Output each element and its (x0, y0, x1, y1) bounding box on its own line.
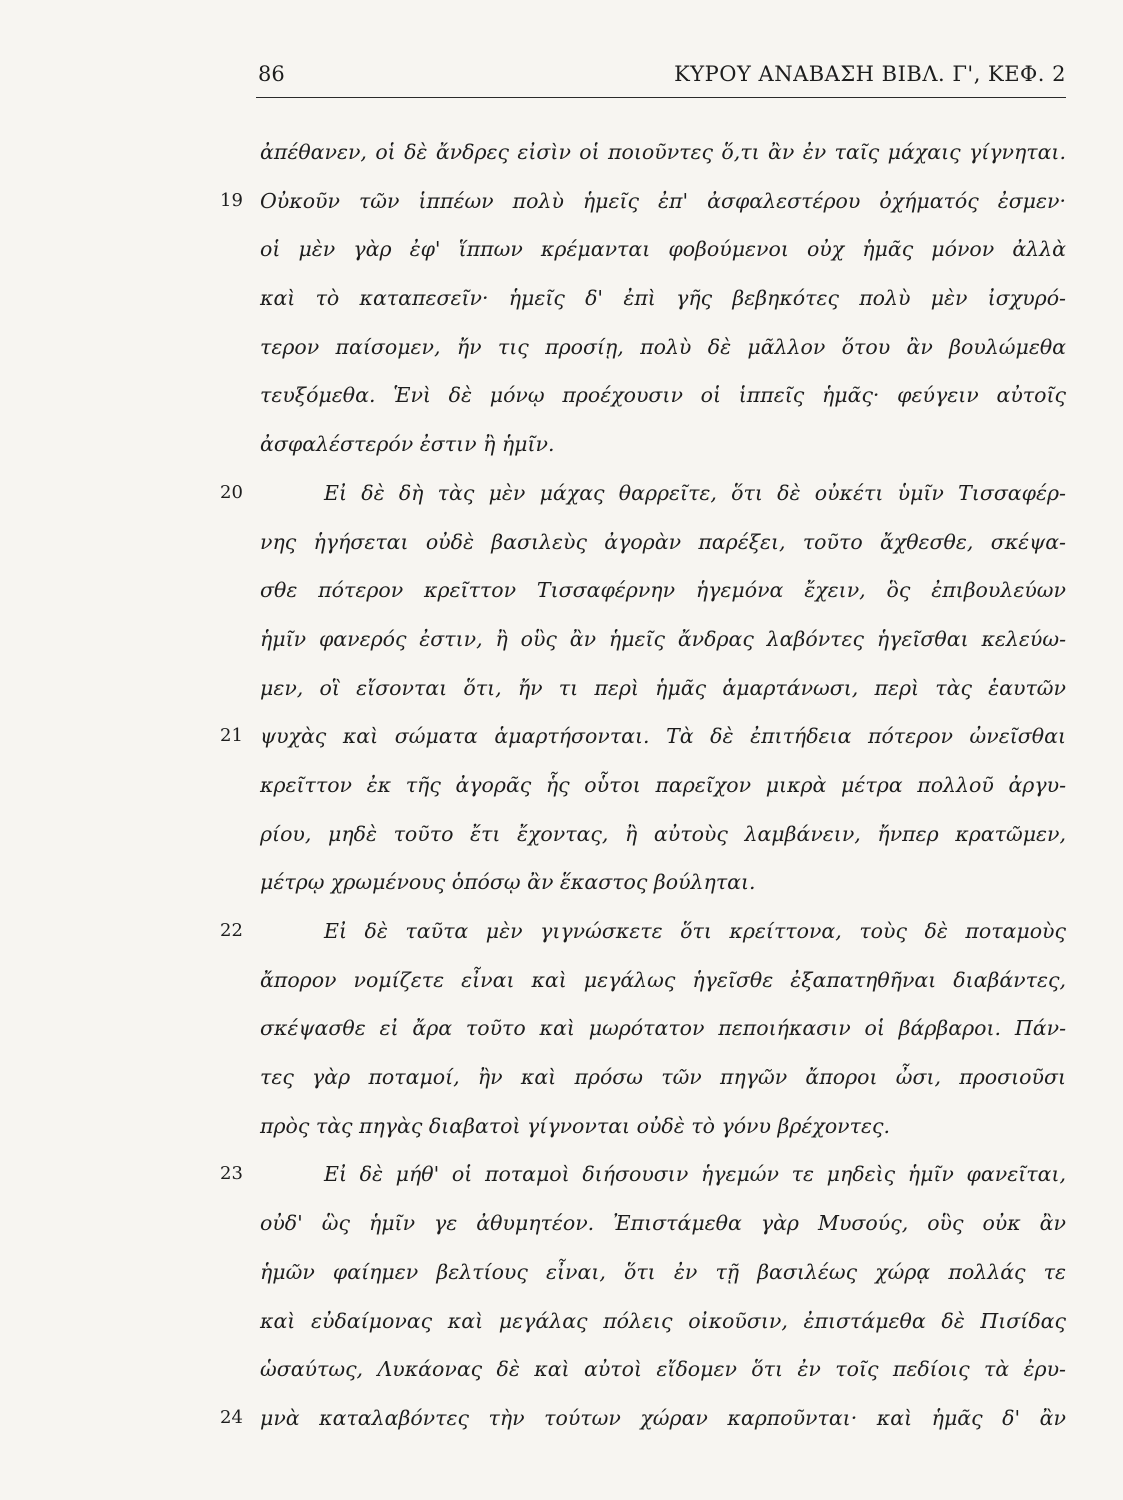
text-line (220, 1398, 1066, 1447)
header-rule (256, 97, 1066, 98)
line-text: Εἰ δὲ δὴ τὰς μὲν μάχας θαρρεῖτε, ὅτι δὲ οὐκέτι ὑμῖν Τισσαφέρ- (324, 480, 1066, 505)
line-text: Εἰ δὲ μήθ' οἱ ποταμοὶ διήσουσιν ἡγεμών τε μηδεὶς ἡμῖν φανεῖται, (324, 1162, 1066, 1187)
line-text: οὐδ' ὣς ἡμῖν γε ἀθυμητέον. Ἐπιστάμεθα γὰρ Μυσούς, οὓς οὐκ ἂν (260, 1211, 1066, 1236)
text-line (220, 1008, 1066, 1057)
text-line (220, 1057, 1066, 1106)
page-number: 86 (258, 62, 285, 86)
line-text: σθε πότερον κρεῖττον Τισσαφέρνην ἡγεμόνα ἔχειν, ὃς ἐπιβουλεύων (260, 578, 1066, 603)
line-text: σκέψασθε εἰ ἄρα τοῦτο καὶ μωρότατον πεποιήκασιν οἱ βάρβαροι. Πάν- (260, 1016, 1066, 1041)
line-text: ἡμῶν φαίημεν βελτίους εἶναι, ὅτι ἐν τῇ βασιλέως χώρᾳ πολλάς τε (260, 1259, 1066, 1284)
text-line (220, 181, 1066, 230)
text-line (220, 132, 1066, 181)
text-line (220, 522, 1066, 571)
line-text: μνὰ καταλαβόντες τὴν τούτων χώραν καρποῦνται· καὶ ἡμᾶς δ' ἂν (260, 1405, 1066, 1430)
line-text: ἡμῖν φανερός ἐστιν, ἢ οὓς ἂν ἡμεῖς ἄνδρας λαβόντες ἡγεῖσθαι κελεύω- (260, 626, 1066, 651)
text-line (220, 668, 1066, 717)
text-line (220, 765, 1066, 814)
line-text: ψυχὰς καὶ σώματα ἁμαρτήσονται. Τὰ δὲ ἐπιτήδεια πότερον ὠνεῖσθαι (260, 724, 1066, 749)
section-number: 19 (220, 189, 243, 211)
text-line (220, 473, 1066, 522)
text-line (220, 570, 1066, 619)
text-line (220, 278, 1066, 327)
section-number: 21 (220, 725, 243, 747)
running-head: ΚΥΡΟΥ ΑΝΑΒΑΣΗ ΒΙΒΛ. Γ', ΚΕΦ. 2 (674, 62, 1066, 86)
line-text: καὶ τὸ καταπεσεῖν· ἡμεῖς δ' ἐπὶ γῆς βεβηκότες πολὺ μὲν ἰσχυρό- (260, 286, 1066, 311)
text-line (220, 229, 1066, 278)
line-text: ἄπορον νομίζετε εἶναι καὶ μεγάλως ἡγεῖσθε ἐξαπατηθῆναι διαβάντες, (260, 967, 1066, 992)
line-text: πρὸς τὰς πηγὰς διαβατοὶ γίγνονται οὐδὲ τὸ γόνυ βρέχοντες. (260, 1113, 890, 1138)
line-text: καὶ εὐδαίμονας καὶ μεγάλας πόλεις οἰκοῦσιν, ἐπιστάμεθα δὲ Πισίδας (260, 1308, 1066, 1333)
text-line (220, 1154, 1066, 1203)
section-number: 24 (220, 1406, 243, 1428)
section-number: 20 (220, 481, 243, 503)
text-line (220, 619, 1066, 668)
line-text: μεν, οἳ εἴσονται ὅτι, ἤν τι περὶ ἡμᾶς ἁμαρτάνωσι, περὶ τὰς ἑαυτῶν (260, 675, 1066, 700)
text-line (220, 1106, 1066, 1155)
line-text: οἱ μὲν γὰρ ἐφ' ἵππων κρέμανται φοβούμενοι οὐχ ἡμᾶς μόνον ἀλλὰ (260, 237, 1066, 262)
text-line (220, 862, 1066, 911)
line-text: κρεῖττον ἐκ τῆς ἀγορᾶς ἧς οὗτοι παρεῖχον μικρὰ μέτρα πολλοῦ ἀργυ- (260, 772, 1066, 797)
line-text: ρίου, μηδὲ τοῦτο ἔτι ἔχοντας, ἢ αὐτοὺς λαμβάνειν, ἤνπερ κρατῶμεν, (260, 821, 1066, 846)
text-line (220, 1203, 1066, 1252)
section-number: 23 (220, 1163, 243, 1185)
line-text: τερον παίσομεν, ἤν τις προσίῃ, πολὺ δὲ μᾶλλον ὅτου ἂν βουλώμεθα (260, 334, 1066, 359)
text-line (220, 327, 1066, 376)
greek-text-block (220, 132, 1066, 1447)
section-number: 22 (220, 920, 243, 941)
line-text: μέτρῳ χρωμένους ὁπόσῳ ἂν ἕκαστος βούληται. (260, 870, 756, 895)
text-line (220, 1349, 1066, 1398)
text-line (220, 1252, 1066, 1301)
line-text: Εἰ δὲ ταῦτα μὲν γιγνώσκετε ὅτι κρείττονα, τοὺς δὲ ποταμοὺς (324, 919, 1066, 943)
text-line (220, 960, 1066, 1009)
text-line (220, 716, 1066, 765)
text-line (220, 911, 1066, 960)
line-text: Οὐκοῦν τῶν ἱππέων πολὺ ἡμεῖς ἐπ' ἀσφαλεστέρου ὀχήματός ἐσμεν· (260, 188, 1066, 213)
text-line (220, 424, 1066, 473)
text-line (220, 814, 1066, 863)
line-text: ἀσφαλέστερόν ἐστιν ἢ ἡμῖν. (260, 432, 555, 457)
line-text: ἀπέθανεν, οἱ δὲ ἄνδρες εἰσὶν οἱ ποιοῦντες ὅ,τι ἂν ἐν ταῖς μάχαις γίγνηται. (260, 140, 1066, 164)
line-text: νης ἡγήσεται οὐδὲ βασιλεὺς ἀγορὰν παρέξει, τοῦτο ἄχθεσθε, σκέψα- (260, 529, 1066, 554)
line-text: τευξόμεθα. Ἑνὶ δὲ μόνῳ προέχουσιν οἱ ἱππεῖς ἡμᾶς· φεύγειν αὐτοῖς (260, 383, 1066, 408)
line-text: ὡσαύτως, Λυκάονας δὲ καὶ αὐτοὶ εἴδομεν ὅτι ἐν τοῖς πεδίοις τὰ ἐρυ- (260, 1357, 1066, 1382)
line-text: τες γὰρ ποταμοί, ἢν καὶ πρόσω τῶν πηγῶν ἄποροι ὦσι, προσιοῦσι (260, 1065, 1066, 1090)
text-line (220, 375, 1066, 424)
text-line (220, 1301, 1066, 1350)
page-header (258, 62, 1066, 98)
